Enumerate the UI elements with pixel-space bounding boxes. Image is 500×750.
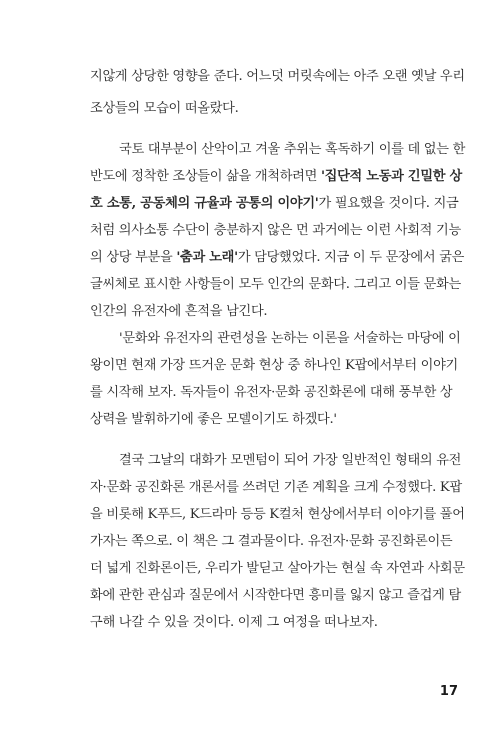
text-line: 왕이면 현재 가장 뜨거운 문화 현상 중 하나인 K팝에서부터 이야기: [90, 358, 458, 373]
text-line: [90, 167, 462, 187]
text-segment: 반도에 정착한 조상들이 삶을 개척하려면: [90, 169, 321, 184]
text-line: 조상들의 모습이 떠올랐다.: [90, 101, 239, 116]
text-line: 화에 관한 관심과 질문에서 시작한다면 흥미를 잃지 않고 즐겁게 탐: [90, 588, 461, 603]
text-segment: 가 담당했었다. 지금 이 두 문장에서 굵은: [237, 250, 465, 265]
text-line: 구해 나갈 수 있을 것이다. 이제 그 여정을 떠나보자.: [90, 615, 378, 630]
bold-text: '춤과 노래': [176, 250, 238, 265]
text-line: 가자는 쪽으로. 이 책은 그 결과물이다. 유전자·문화 공진화론이든: [90, 534, 453, 549]
text-line: 처럼 의사소통 수단이 충분하지 않은 먼 과거에는 이런 사회적 기능: [90, 223, 461, 238]
page-number: 17: [439, 684, 458, 699]
text-segment: 의 상당 부분을: [90, 250, 177, 265]
text-line: 국토 대부분이 산악이고 겨울 추위는 혹독하기 이를 데 없는 한: [119, 142, 466, 157]
text-line: 결국 그날의 대화가 모멘텀이 되어 가장 일반적인 형태의 유전: [119, 453, 462, 468]
text-line: [90, 248, 465, 268]
bold-text: 호 소통, 공동체의 규율과 공통의 이야기': [90, 196, 319, 211]
text-line: 지않게 상당한 영향을 준다. 어느덧 머릿속에는 아주 오랜 옛날 우리: [90, 69, 465, 84]
text-line: 를 시작해 보자. 독자들이 유전자·문화 공진화론에 대해 풍부한 상: [90, 385, 453, 400]
text-line: 글씨체로 표시한 사항들이 모두 인간의 문화다. 그리고 이들 문화는: [90, 277, 461, 292]
text-line: 자·문화 공진화론 개론서를 쓰려던 기존 계획을 크게 수정했다. K팝: [90, 480, 462, 495]
text-line: 더 넓게 진화론이든, 우리가 발딛고 살아가는 현실 속 자연과 사회문: [90, 561, 465, 576]
text-line: '문화와 유전자의 관련성을 논하는 이론을 서술하는 마당에 이: [119, 331, 461, 346]
text-line: 인간의 유전자에 흔적을 남긴다.: [90, 304, 268, 319]
text-line: [90, 194, 458, 214]
bold-text: '집단적 노동과 긴밀한 상: [320, 169, 462, 184]
text-line: 을 비롯해 K푸드, K드라마 등등 K컬처 현상에서부터 이야기를 풀어: [90, 507, 465, 522]
text-line: 상력을 발휘하기에 좋은 모델이기도 하겠다.': [90, 412, 337, 427]
text-segment: 가 필요했을 것이다. 지금: [318, 196, 459, 211]
